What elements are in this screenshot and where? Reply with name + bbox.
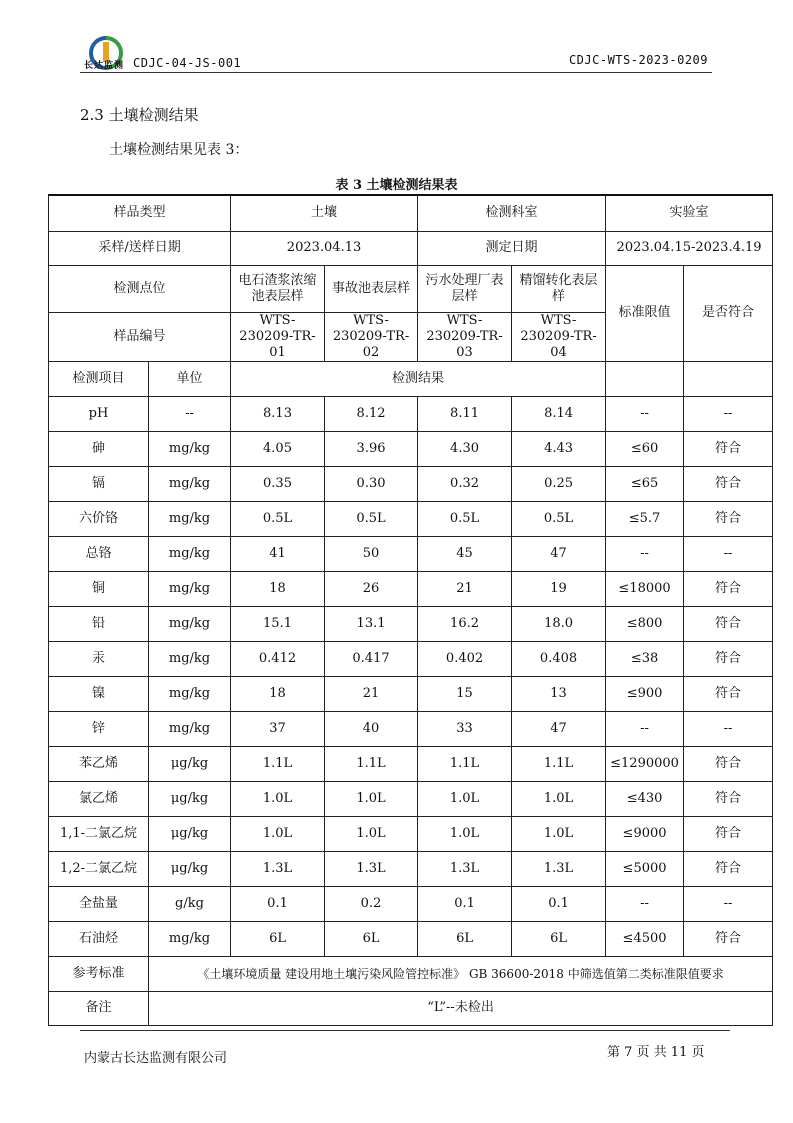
value-cell: 1.0L [325,816,418,851]
comply-cell: 符合 [684,781,773,816]
value-cell: 13 [512,676,606,711]
value-cell: 26 [325,571,418,606]
unit-cell: -- [149,396,231,431]
value-cell: 1.0L [231,781,325,816]
sample-no-label: 样品编号 [49,312,231,361]
value-cell: 16.2 [418,606,512,641]
comply-cell: 符合 [684,571,773,606]
intro-text: 土壤检测结果见表 3： [109,142,249,158]
value-cell: 6L [231,921,325,956]
value-cell: 15.1 [231,606,325,641]
unit-cell: mg/kg [149,606,231,641]
limit-header: 标准限值 [606,265,684,361]
unit-cell: mg/kg [149,641,231,676]
table-row [49,466,773,501]
unit-cell: mg/kg [149,711,231,746]
value-cell: 4.43 [512,431,606,466]
limit-cell: ≤900 [606,676,684,711]
value-cell: 3.96 [325,431,418,466]
value-cell: 0.412 [231,641,325,676]
item-cell: 1,1-二氯乙烷 [49,816,149,851]
table-row [49,606,773,641]
unit-cell: μg/kg [149,746,231,781]
limit-cell: ≤60 [606,431,684,466]
value-cell: 45 [418,536,512,571]
item-cell: pH [49,396,149,431]
item-cell: 锌 [49,711,149,746]
company-name: 内蒙古长达监测有限公司 [84,1051,228,1066]
value-cell: 1.0L [418,816,512,851]
value-cell: 1.1L [418,746,512,781]
item-cell: 镍 [49,676,149,711]
limit-cell: ≤800 [606,606,684,641]
sampling-date-label: 采样/送样日期 [49,231,231,265]
header-divider [80,72,712,73]
comply-cell: 符合 [684,466,773,501]
comply-cell: 符合 [684,746,773,781]
value-cell: 1.1L [325,746,418,781]
value-cell: 18 [231,571,325,606]
reference-label: 参考标准 [49,956,149,991]
item-cell: 全盐量 [49,886,149,921]
value-cell: 8.12 [325,396,418,431]
value-cell: 1.1L [231,746,325,781]
item-cell: 1,2-二氯乙烷 [49,851,149,886]
item-cell: 镉 [49,466,149,501]
value-cell: 1.0L [512,781,606,816]
sample-no-2: WTS-230209-TR-02 [325,312,418,361]
comply-cell: -- [684,886,773,921]
section-title: 2.3 土壤检测结果 [80,106,199,124]
value-cell: 33 [418,711,512,746]
item-cell: 汞 [49,641,149,676]
value-cell: 21 [325,676,418,711]
value-cell: 8.11 [418,396,512,431]
comply-cell: 符合 [684,921,773,956]
comply-cell: 符合 [684,431,773,466]
value-cell: 4.05 [231,431,325,466]
table-row [49,501,773,536]
value-cell: 0.1 [512,886,606,921]
value-cell: 0.5L [418,501,512,536]
sample-no-4: WTS-230209-TR-04 [512,312,606,361]
footer-divider [80,1030,730,1031]
sample-no-1: WTS-230209-TR-01 [231,312,325,361]
item-cell: 总铬 [49,536,149,571]
limit-cell: ≤65 [606,466,684,501]
sample-no-3: WTS-230209-TR-03 [418,312,512,361]
unit-cell: mg/kg [149,501,231,536]
item-cell: 氯乙烯 [49,781,149,816]
comply-header: 是否符合 [684,265,773,361]
value-cell: 6L [325,921,418,956]
value-cell: 4.30 [418,431,512,466]
value-cell: 21 [418,571,512,606]
table-row [49,536,773,571]
value-cell: 1.3L [231,851,325,886]
test-date-value: 2023.04.15-2023.4.19 [606,231,773,265]
unit-cell: μg/kg [149,816,231,851]
item-cell: 铅 [49,606,149,641]
value-cell: 15 [418,676,512,711]
point-1: 电石渣浆浓缩池表层样 [231,265,325,312]
remark-value: “L”--未检出 [149,991,773,1025]
value-cell: 1.3L [418,851,512,886]
value-cell: 1.0L [325,781,418,816]
value-cell: 1.0L [231,816,325,851]
value-cell: 0.402 [418,641,512,676]
item-cell: 砷 [49,431,149,466]
value-cell: 0.25 [512,466,606,501]
limit-cell: -- [606,396,684,431]
page-number: 第 7 页 共 11 页 [607,1045,705,1060]
unit-cell: mg/kg [149,466,231,501]
value-cell: 50 [325,536,418,571]
limit-cell: ≤430 [606,781,684,816]
value-cell: 0.35 [231,466,325,501]
point-3: 污水处理厂表层样 [418,265,512,312]
sample-type-value: 土壤 [231,195,418,231]
soil-results-table [48,194,773,1026]
value-cell: 47 [512,536,606,571]
table-row [49,886,773,921]
test-date-label: 测定日期 [418,231,606,265]
unit-cell: μg/kg [149,851,231,886]
result-header: 检测结果 [231,361,606,396]
value-cell: 0.5L [325,501,418,536]
table-row [49,781,773,816]
limit-cell: ≤9000 [606,816,684,851]
point-2: 事故池表层样 [325,265,418,312]
limit-blank [606,361,684,396]
value-cell: 0.30 [325,466,418,501]
value-cell: 1.3L [512,851,606,886]
value-cell: 0.5L [512,501,606,536]
table-row [49,711,773,746]
table-row [49,396,773,431]
sample-type-label: 样品类型 [49,195,231,231]
table-row [49,816,773,851]
limit-cell: -- [606,711,684,746]
value-cell: 37 [231,711,325,746]
unit-cell: g/kg [149,886,231,921]
comply-blank [684,361,773,396]
sampling-date-value: 2023.04.13 [231,231,418,265]
value-cell: 47 [512,711,606,746]
remark-label: 备注 [49,991,149,1025]
value-cell: 1.0L [418,781,512,816]
limit-cell: ≤5000 [606,851,684,886]
unit-cell: mg/kg [149,571,231,606]
limit-cell: -- [606,536,684,571]
value-cell: 8.14 [512,396,606,431]
comply-cell: 符合 [684,851,773,886]
value-cell: 0.2 [325,886,418,921]
value-cell: 1.3L [325,851,418,886]
item-header: 检测项目 [49,361,149,396]
value-cell: 0.5L [231,501,325,536]
value-cell: 13.1 [325,606,418,641]
table-row [49,921,773,956]
table-row [49,746,773,781]
point-4: 精馏转化表层样 [512,265,606,312]
limit-cell: ≤1290000 [606,746,684,781]
reference-value: 《土壤环境质量 建设用地土壤污染风险管控标准》 GB 36600-2018 中筛选值第二类标准限值要求 [149,956,773,991]
unit-cell: mg/kg [149,676,231,711]
unit-cell: mg/kg [149,431,231,466]
comply-cell: 符合 [684,501,773,536]
value-cell: 18.0 [512,606,606,641]
limit-cell: ≤38 [606,641,684,676]
comply-cell: -- [684,536,773,571]
item-cell: 铜 [49,571,149,606]
value-cell: 0.1 [231,886,325,921]
value-cell: 6L [418,921,512,956]
unit-header: 单位 [149,361,231,396]
value-cell: 8.13 [231,396,325,431]
table-row [49,641,773,676]
comply-cell: -- [684,396,773,431]
value-cell: 40 [325,711,418,746]
limit-cell: ≤5.7 [606,501,684,536]
value-cell: 1.1L [512,746,606,781]
page-header [0,0,793,80]
table-caption: 表 3 土壤检测结果表 [335,178,458,193]
lab-label: 检测科室 [418,195,606,231]
table-row [49,676,773,711]
table-row [49,431,773,466]
unit-cell: μg/kg [149,781,231,816]
limit-cell: ≤4500 [606,921,684,956]
value-cell: 0.32 [418,466,512,501]
doc-code-right: CDJC-WTS-2023-0209 [568,53,708,67]
comply-cell: 符合 [684,676,773,711]
value-cell: 1.0L [512,816,606,851]
point-label: 检测点位 [49,265,231,312]
table-row [49,851,773,886]
value-cell: 19 [512,571,606,606]
limit-cell: -- [606,886,684,921]
unit-cell: mg/kg [149,536,231,571]
unit-cell: mg/kg [149,921,231,956]
item-cell: 六价铬 [49,501,149,536]
item-cell: 苯乙烯 [49,746,149,781]
limit-cell: ≤18000 [606,571,684,606]
lab-value: 实验室 [606,195,773,231]
comply-cell: 符合 [684,641,773,676]
value-cell: 0.1 [418,886,512,921]
doc-code-left: CDJC-04-JS-001 [133,56,242,70]
value-cell: 41 [231,536,325,571]
comply-cell: -- [684,711,773,746]
logo-text: 长达监测 [84,61,125,71]
item-cell: 石油烃 [49,921,149,956]
comply-cell: 符合 [684,816,773,851]
comply-cell: 符合 [684,606,773,641]
value-cell: 0.417 [325,641,418,676]
value-cell: 18 [231,676,325,711]
value-cell: 6L [512,921,606,956]
table-row [49,571,773,606]
value-cell: 0.408 [512,641,606,676]
